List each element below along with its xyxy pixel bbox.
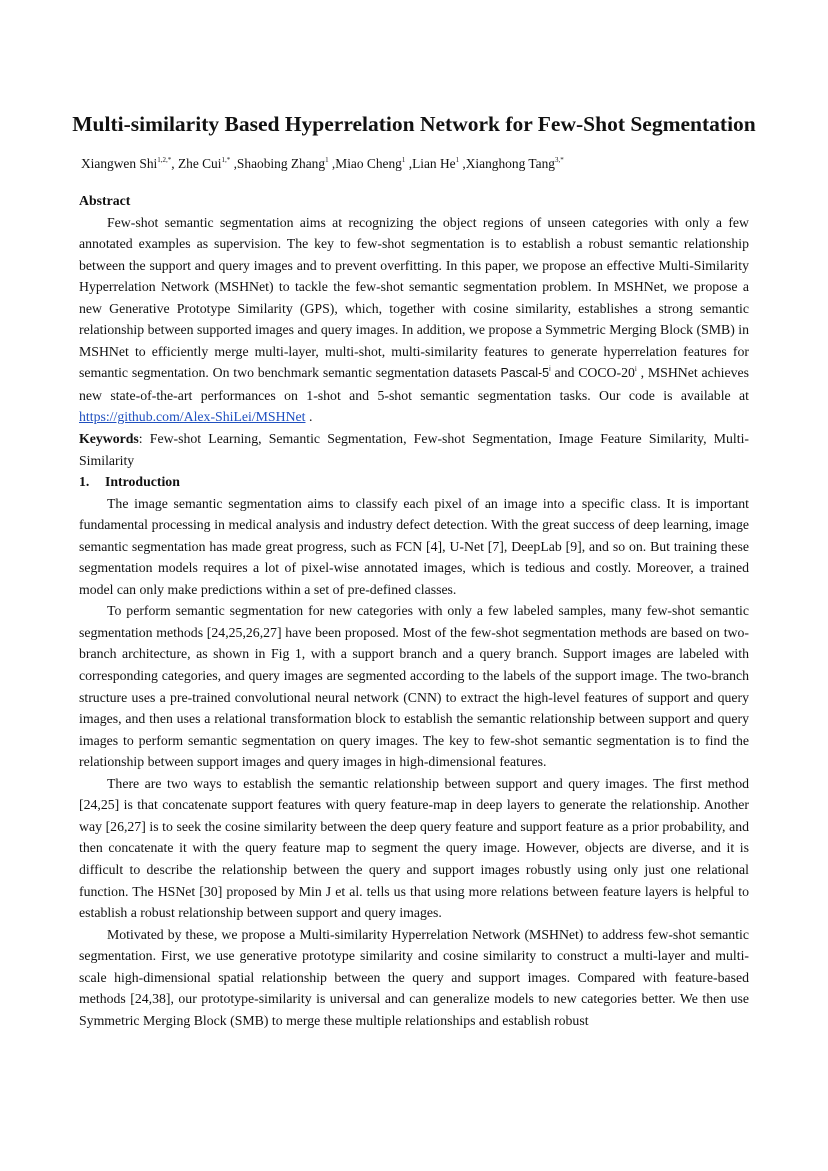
author-affiliation: 3,* [554,156,564,164]
abstract-text: and [550,365,579,381]
dataset-superscript: i [549,366,551,374]
section-title: Introduction [105,474,180,490]
abstract-paragraph [79,212,749,428]
author-list [81,154,564,174]
keywords-paragraph [79,428,749,471]
author-separator: , [459,156,466,171]
author-separator: , [328,156,336,171]
author-affiliation: 1,* [221,156,231,164]
body-paragraph: The image semantic segmentation aims to classify each pixel of an image into a specific class. It is important fundamental processing in medical analysis and industry defect detection. With the great success of deep learning, image semantic segmentation has made great progress, such as FCN [4], U-Net [7], DeepLab [9], and so on. But training these segmentation models requires a lot of pixel-wise annotated images, which is tedious and costly. Moreover, a trained model can only make predictions within a set of pre-defined classes. [79,495,749,597]
author-name: Lian He [412,156,456,171]
author-name: Xianghong Tang [465,156,555,171]
body-paragraph: Motivated by these, we propose a Multi-similarity Hyperrelation Network (MSHNet) to address few-shot semantic segmentation. First, we use generative prototype similarity and cosine similarity to construct a multi-layer and multi-scale high-dimensional spatial relationship between the query and support images. Compared with feature-based methods [24,38], our prototype-similarity is universal and can generalize models to new categories better. We then use Symmetric Merging Block (SMB) to merge these multiple relationships and establish robust [79,926,749,1028]
section-heading-introduction [79,471,749,493]
keywords-label: Keywords [79,431,139,447]
author-separator: , [405,156,413,171]
code-repository-link[interactable]: https://github.com/Alex-ShiLei/MSHNet [79,409,306,425]
body-paragraph: There are two ways to establish the semantic relationship between support and query images. The first method [24,25] is that concatenate support features with query feature-map in deep layers to generate the relationship. Another way [26,27] is to seek the cosine similarity between the deep query feature and support feature as a prior probability, and then concatenate it with the query feature map to segment the query image. However, objects are diverse, and it is difficult to describe the relationship between the query and support images robustly using only just one relational function. The HSNet [30] proposed by Min J et al. tells us that using more relations between feature layers is helpful to establish a robust relationship between support and query images. [79,775,749,921]
section-number: 1. [79,474,90,490]
dataset-label: Pascal-5 [500,366,550,381]
author-name: Zhe Cui [177,156,222,171]
dataset-name [500,366,550,380]
abstract-text: . [305,409,313,425]
author-separator: , [171,156,178,171]
author-separator: , [230,156,237,171]
abstract-text: , MSHNet achieves new state-of-the-art performances on 1-shot and 5-shot semantic segmentation tasks. Our code is available at [79,365,750,403]
abstract-text: Few-shot semantic segmentation aims at recognizing the object regions of unseen categories with only a few annotated examples as supervision. The key to few-shot segmentation is to establish a robust semantic relationship between the support and query images and to prevent overfitting. In this paper, we propose an effective Multi-Similarity Hyperrelation Network (MSHNet) to tackle the few-shot semantic segmentation problem. In MSHNet, we propose a new Generative Prototype Similarity (GPS), which, together with cosine similarity, establishes a strong semantic relationship between supported images and query images. In addition, we propose a Symmetric Merging Block (SMB) in MSHNet to efficiently merge multi-layer, multi-shot, multi-similarity features to generate hyperrelation features for semantic segmentation. On two benchmark semantic segmentation datasets [79,214,749,381]
author-affiliation: 1,2,* [157,156,172,164]
abstract-heading: Abstract [79,193,131,208]
dataset-name [578,365,637,380]
author-affiliation: 1 [455,156,460,164]
author-name: Xiangwen Shi [81,156,158,171]
author-affiliation: 1 [401,156,406,164]
dataset-label: COCO-20 [578,365,635,381]
author-name: Shaobing Zhang [236,156,326,171]
author-name: Miao Cheng [335,156,402,171]
paper-title: Multi-similarity Based Hyperrelation Network for Few-Shot Segmentation [72,112,756,136]
body-paragraph: To perform semantic segmentation for new categories with only a few labeled samples, many few-shot semantic segmentation methods [24,25,26,27] have been proposed. Most of the few-shot segmentation methods are based on two-branch architecture, as shown in Fig 1, with a support branch and a query branch. Support images are labeled with corresponding categories, and query images are segmented according to the labels of the support image. The two-branch structure uses a pre-trained convolutional neural network (CNN) to extract the high-level features of support and query images, and then uses a relational transformation block to establish the semantic relationship between support and query images to perform semantic segmentation on query images. The key to few-shot semantic segmentation is to find the relationship between support images and query images in high-dimensional features. [79,603,749,770]
dataset-superscript: i [634,365,637,374]
paper-body [79,190,749,1031]
keywords-text: : Few-shot Learning, Semantic Segmentation, Few-shot Segmentation, Image Feature Similarity, Multi-Similarity [79,431,749,468]
author-affiliation: 1 [325,156,329,164]
